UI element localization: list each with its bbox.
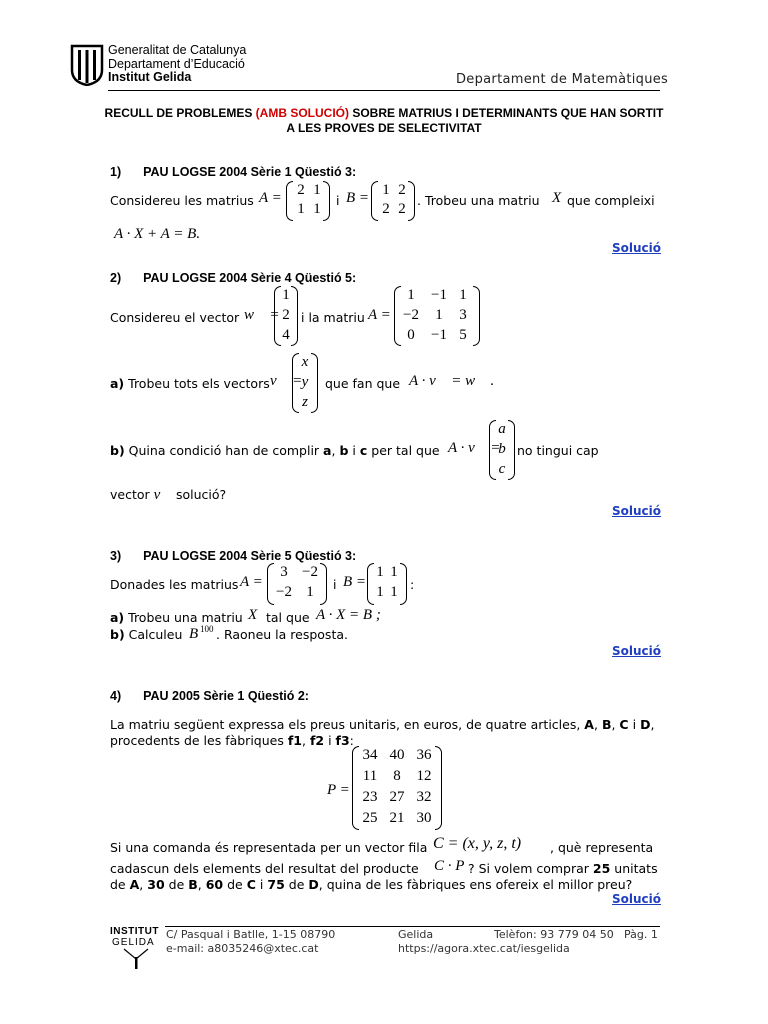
q3b-text2: . Raoneu la resposta.	[216, 627, 348, 642]
q3-text1: Donades les matrius	[110, 577, 239, 592]
header-org2: Departament d’Educació	[108, 56, 245, 71]
q2-A-cell: 3	[459, 307, 467, 323]
q3-matrix-A	[267, 563, 327, 605]
q4-n25: 25	[592, 861, 611, 876]
q3-solution-link[interactable]: Solució	[612, 644, 662, 658]
q1-matrix-A	[286, 181, 330, 221]
q3b-B: B	[189, 626, 199, 642]
q2b-i: i	[352, 443, 356, 458]
q1-B-label: B =	[346, 190, 370, 206]
header-org1: Generalitat de Catalunya	[108, 43, 247, 57]
q3b-label: b)	[110, 627, 125, 642]
footer-logo-line2: GELIDA	[112, 937, 155, 948]
q3-A-cell: 1	[306, 584, 314, 600]
q2-abc-cell: c	[498, 461, 506, 477]
q4-s7: , quina de les fàbriques ens ofereix el millor preu?	[318, 877, 633, 892]
q2-vector-v	[292, 353, 318, 413]
q2a-line	[110, 376, 270, 391]
q1-A-label: A =	[259, 190, 282, 206]
q2a-text2: que fan que	[325, 376, 401, 391]
q2-title: PAU LOGSE 2004 Sèrie 4 Qüestió 5:	[143, 271, 357, 285]
q1-B-cell: 2	[398, 201, 406, 217]
q2b-c: c	[359, 443, 368, 458]
q2-text2: i la matriu	[301, 310, 365, 325]
q3-A-label: A =	[240, 574, 263, 590]
q2b-label: b)	[110, 443, 125, 458]
header-org	[108, 44, 246, 85]
q4-f3: f3	[335, 733, 350, 748]
q1-B-cell: 2	[382, 201, 390, 217]
q2b-text5: solució?	[175, 487, 227, 502]
q2-A-cell: 1	[435, 307, 443, 323]
q1-B-cell: 2	[398, 182, 406, 198]
q2-A-cell: 1	[459, 287, 467, 303]
q4-l3-D: D	[308, 877, 319, 892]
q1-title: PAU LOGSE 2004 Sèrie 1 Qüestió 3:	[143, 165, 357, 179]
q4-f1: f1	[287, 733, 302, 748]
q4-P-cell: 30	[416, 810, 432, 826]
q4-paragraph-line1: La matriu següent expressa els preus unitaris, en euros, de quatre articles, A, B, C i D,	[110, 717, 655, 732]
q3-A-cell: −2	[302, 564, 318, 580]
q4-s1: Si una comanda és representada per un vector fila	[110, 840, 428, 855]
q4-n75: 75	[267, 877, 285, 892]
q4-P-cell: 8	[393, 768, 401, 784]
q4-p1-C: C	[619, 717, 629, 732]
footer-page: Pàg. 1	[624, 928, 658, 941]
q1-A-cell: 2	[297, 182, 305, 198]
title-part-1: RECULL DE PROBLEMES	[104, 106, 256, 120]
q4-CP: C · P	[434, 858, 465, 874]
q3-A-cell: 3	[280, 564, 288, 580]
q3-A-cell: −2	[276, 584, 292, 600]
q1-text2: . Trobeu una matriu	[417, 193, 540, 208]
footer-logo-tree-icon	[116, 947, 156, 969]
q2-v-cell: x	[301, 354, 309, 370]
q3-B-cell: 1	[376, 584, 384, 600]
q4-p2-i: i	[328, 733, 332, 748]
footer-logo	[110, 927, 162, 971]
footer-city: Gelida	[398, 928, 434, 941]
q2-A-cell: −1	[431, 327, 447, 343]
q4-p1-D: D	[640, 717, 651, 732]
q2b-line2	[110, 487, 226, 504]
q4-heading	[110, 689, 309, 703]
q3-matrix-B	[367, 563, 407, 605]
q4-title: PAU 2005 Sèrie 1 Qüestió 2:	[143, 689, 309, 703]
q4-f2: f2	[309, 733, 325, 748]
q4-P-cell: 40	[389, 747, 405, 763]
q1-text1: Considereu les matrius	[110, 193, 254, 208]
q1-solution-link[interactable]: Solució	[612, 241, 662, 255]
q2-A-cell: −2	[403, 307, 419, 323]
title-red: (AMB SOLUCIÓ)	[255, 106, 349, 120]
q4-line2-end	[468, 861, 658, 876]
q2-A-label: A =	[368, 307, 391, 323]
q2-v-cell: z	[302, 394, 308, 410]
q1-equation: A · X + A = B.	[114, 226, 201, 242]
q2-A-cell: −1	[431, 287, 447, 303]
q2b-comma: ,	[331, 443, 336, 458]
q3-colon: :	[410, 577, 415, 592]
q2-w-label: w⃗ =	[244, 307, 280, 323]
header-divider	[108, 90, 660, 91]
q1-matrix-B	[371, 181, 415, 221]
q3-B-cell: 1	[390, 584, 398, 600]
header-org3: Institut Gelida	[108, 70, 192, 84]
q3b-line	[110, 627, 182, 642]
q2a-label: a)	[110, 376, 125, 391]
footer-divider	[165, 926, 660, 927]
q2-vector-w	[274, 286, 298, 346]
q4-P-cell: 12	[416, 768, 432, 784]
q4-P-cell: 23	[362, 789, 378, 805]
q1-X: X	[552, 190, 562, 206]
q1-number: 1)	[110, 165, 122, 179]
q2b-text1: Quina condició han de complir	[128, 443, 320, 458]
q2b-equation: A · v⃗ =	[448, 440, 501, 456]
q2-v-label: v⃗ =	[270, 373, 303, 389]
q2-abc-cell: a	[498, 421, 506, 437]
q2-w-cell: 1	[282, 287, 290, 303]
footer-phone: Telèfon: 93 779 04 50	[494, 928, 614, 941]
q2-v-cell: y	[301, 374, 309, 390]
q2a-equation: A · v⃗ = w⃗ .	[409, 373, 495, 389]
q4-matrix-P	[352, 746, 442, 830]
q2b-text3: no tingui cap	[517, 443, 599, 458]
q1-heading	[110, 165, 356, 179]
page-title	[0, 106, 768, 120]
q4-s6d: de	[288, 877, 305, 892]
gencat-logo-icon	[70, 44, 104, 86]
q4-P-cell: 21	[389, 810, 405, 826]
q2-A-cell: 5	[459, 327, 467, 343]
q4-number: 4)	[110, 689, 122, 703]
q2a-text1: Trobeu tots els vectors	[128, 376, 270, 391]
q4-C-equation: C = (x, y, z, t)	[433, 835, 522, 852]
q4-s3: cadascun dels elements del resultat del producte	[110, 861, 419, 876]
q4-n60: 60	[205, 877, 224, 892]
footer-web[interactable]: https://agora.xtec.cat/iesgelida	[398, 942, 570, 955]
q3-B-cell: 1	[376, 564, 384, 580]
q4-P-cell: 32	[416, 789, 432, 805]
q2-text1: Considereu el vector	[110, 310, 240, 325]
q3a-line	[110, 610, 243, 625]
q4-paragraph-line2: procedents de les fàbriques f1, f2 i f3:	[110, 733, 354, 748]
q2-w-cell: 4	[282, 327, 290, 343]
q4-s5: unitats	[614, 861, 658, 876]
q4-s4: ? Si volem comprar	[468, 861, 589, 876]
q4-l3-B: B	[188, 877, 198, 892]
q1-A-cell: 1	[313, 182, 321, 198]
q2-abc-cell: b	[498, 441, 506, 457]
q4-l3-i: i	[259, 877, 264, 892]
q4-solution-link[interactable]: Solució	[612, 892, 662, 906]
q2-w-cell: 2	[282, 307, 290, 323]
q2-A-cell: 1	[407, 287, 415, 303]
q1-B-cell: 1	[382, 182, 390, 198]
footer-logo-line1: INSTITUT	[110, 926, 159, 937]
q4-p1-A: A	[584, 717, 594, 732]
q3a-label: a)	[110, 610, 125, 625]
q3b-exponent: 100	[200, 624, 214, 634]
footer-address: C/ Pasqual i Batlle, 1-15 08790	[166, 928, 336, 941]
q2b-text2: per tal que	[371, 443, 440, 458]
q4-P-cell: 27	[389, 789, 405, 805]
q2b-a: a	[323, 443, 332, 458]
gencat-logo	[70, 44, 104, 86]
q4-P-label: P =	[327, 782, 350, 798]
q3a-equation: A · X = B ;	[316, 607, 381, 623]
q4-s6b: de	[168, 877, 185, 892]
q4-p2: procedents de les fàbriques	[110, 733, 284, 748]
q4-l3-A: A	[129, 877, 140, 892]
q4-n30: 30	[147, 877, 165, 892]
q2-heading	[110, 271, 356, 285]
q4-P-cell: 11	[362, 768, 378, 784]
q4-line3: de A, 30 de B, 60 de C i 75 de D, quina de les fàbriques ens ofereix el millor preu?	[110, 877, 633, 892]
q4-p1: La matriu següent expressa els preus unitaris, en euros, de quatre articles,	[110, 717, 581, 732]
q3-and: i	[333, 577, 337, 592]
q3a-X: X	[248, 607, 258, 623]
page-title-line2: A LES PROVES DE SELECTIVITAT	[286, 121, 482, 135]
q3b-text1: Calculeu	[128, 627, 183, 642]
q4-P-cell: 36	[416, 747, 432, 763]
q1-A-cell: 1	[313, 201, 321, 217]
footer-email[interactable]: e-mail: a8035246@xtec.cat	[166, 942, 319, 955]
q4-p1-B: B	[601, 717, 612, 732]
q2-number: 2)	[110, 271, 122, 285]
q4-s2: , què representa	[550, 840, 654, 855]
header-department: Departament de Matemàtiques	[456, 72, 669, 87]
q3a-text1: Trobeu una matriu	[128, 610, 243, 625]
q3-number: 3)	[110, 549, 122, 563]
q2b-v: v⃗	[153, 487, 172, 503]
q2-solution-link[interactable]: Solució	[612, 504, 662, 518]
title-part-2: SOBRE MATRIUS I DETERMINANTS QUE HAN SORTIT	[349, 106, 664, 120]
q2b-line	[110, 443, 440, 458]
q3-heading	[110, 549, 356, 563]
q1-A-cell: 1	[297, 201, 305, 217]
q2-vector-abc	[489, 420, 515, 480]
q3-B-label: B =	[343, 574, 367, 590]
q2b-text4: vector	[110, 487, 150, 502]
q3-title: PAU LOGSE 2004 Sèrie 5 Qüestió 3:	[143, 549, 357, 563]
q2-A-cell: 0	[407, 327, 415, 343]
q4-P-cell: 34	[362, 747, 378, 763]
q4-P-cell: 25	[362, 810, 378, 826]
q4-p1-i: i	[632, 717, 637, 732]
q2-matrix-A	[394, 286, 480, 346]
q2b-b: b	[339, 443, 349, 458]
q4-l3-C: C	[246, 877, 256, 892]
q4-s6c: de	[227, 877, 243, 892]
q3-B-cell: 1	[390, 564, 398, 580]
q4-s6: de	[110, 877, 126, 892]
q3a-text2: tal que	[266, 610, 310, 625]
q1-and: i	[336, 193, 340, 208]
q1-text3: que compleixi	[567, 193, 655, 208]
